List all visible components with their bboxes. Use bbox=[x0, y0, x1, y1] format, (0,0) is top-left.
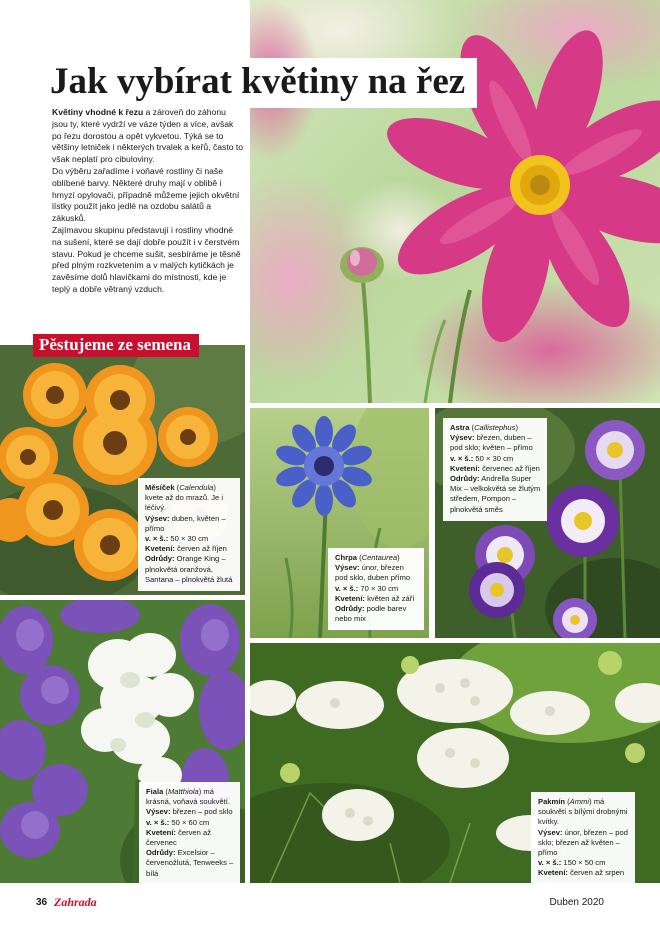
intro-text bbox=[52, 107, 244, 296]
sowing-label: Výsev: bbox=[335, 563, 360, 573]
varieties-value: Excelsior – červenožlutá, Tenweeks – bílá bbox=[146, 848, 234, 878]
bloom-label: Kvetení: bbox=[538, 868, 568, 878]
bloom-value: červen až červenec bbox=[146, 827, 212, 848]
intro-paragraph-3: Zajímavou skupinu představují i rostliny vhodné na sušení, které se dají dobře použít i v čerstvém stavu. Pokud je chceme sušit, sesbíráme je těsně před plným rozkvetením a v malých kytičkách je zavěsíme dolů hlavičkami do místnosti, kde je teplý a dobře větraný vzduch. bbox=[52, 224, 241, 294]
intro-lead: Květiny vhodné k řezu bbox=[52, 107, 144, 117]
page-footer bbox=[0, 893, 660, 917]
size-label: v. × š.: bbox=[335, 583, 359, 593]
plant-name: Měsíček bbox=[145, 483, 175, 492]
varieties-label: Odrůdy: bbox=[335, 604, 365, 614]
size-value: 50 × 60 cm bbox=[169, 817, 210, 827]
plant-name: Astra bbox=[450, 423, 470, 432]
magazine-logo: Zahrada bbox=[54, 895, 97, 909]
plant-desc: kvete až do mrazů. Je i léčivý. bbox=[145, 493, 224, 513]
page-title: Jak vybírat květiny na řez bbox=[40, 58, 477, 108]
plant-desc: má soukvětí s bílými drobnými kvítky. bbox=[538, 797, 628, 827]
sowing-label: Výsev: bbox=[145, 513, 170, 523]
size-value: 70 × 30 cm bbox=[358, 583, 399, 593]
plant-name: Fiala bbox=[146, 787, 164, 796]
size-label: v. × š.: bbox=[146, 817, 170, 827]
varieties-value: Orange King – plnokvětá oranžová, Santana – plnokvětá žlutá bbox=[145, 554, 233, 584]
size-value: 150 × 50 cm bbox=[561, 858, 606, 868]
varieties-value: Andrella Super Mix – velkokvětá se žlutým středem, Pompon – plnokvětá směs bbox=[450, 474, 541, 514]
caption-pakmin: Pakmín (Ammi) má soukvětí s bílými drobnými kvítky. Výsev: únor, březen – pod sklo; březen až květen – přímo v. × š.: 150 × 50 cm Kvetení: červen až srpen bbox=[531, 792, 635, 885]
plant-desc: má krásná, voňavá soukvětí. bbox=[146, 787, 230, 807]
intro-paragraph-2: Do výběru zařadíme i voňavé rostliny či naše oblíbené barvy. Některé druhy mají v oblibě i hmyzí opylovači, případně můžeme jejich okvětní lístky použít jako jedlé na ozdobu salátů a zákusků. bbox=[52, 165, 240, 224]
bloom-value: červenec až říjen bbox=[479, 463, 540, 473]
section-heading: Pěstujeme ze semena bbox=[33, 334, 199, 357]
sowing-value: duben, květen – přímo bbox=[145, 513, 226, 533]
varieties-label: Odrůdy: bbox=[450, 474, 480, 484]
plant-name: Pakmín bbox=[538, 797, 566, 806]
sowing-value: únor, březen pod sklo, duben přímo bbox=[335, 563, 411, 583]
bloom-label: Kvetení: bbox=[146, 827, 176, 837]
caption-mesicek: Měsíček (Calendula) kvete až do mrazů. Je i léčivý. Výsev: duben, květen – přímo v. × š.: 50 × 30 cm Kvetení: červen až říjen Odrůdy: Orange King – plnokvětá oranžová, Santana – plnokvětá žlutá bbox=[138, 478, 240, 591]
caption-chrpa: Chrpa (Centaurea) Výsev: únor, březen pod sklo, duben přímo v. × š.: 70 × 30 cm Kvetení: květen až září Odrůdy: podle barev nebo mix bbox=[328, 548, 424, 630]
sowing-value: březen – pod sklo bbox=[170, 807, 233, 817]
bloom-value: červen až srpen bbox=[567, 868, 625, 878]
sowing-label: Výsev: bbox=[538, 827, 563, 837]
bloom-value: červen až říjen bbox=[174, 544, 227, 554]
sowing-value: únor, březen – pod sklo; březen až květen – přímo bbox=[538, 827, 628, 858]
caption-astra: Astra (Callistephus) Výsev: březen, duben – pod sklo; květen – přímo v. × š.: 50 × 30 cm Kvetení: červenec až říjen Odrůdy: Andrella Super Mix – velkokvětá se žlutým středem, Pompon – plnokvětá směs bbox=[443, 418, 547, 521]
varieties-label: Odrůdy: bbox=[145, 554, 175, 564]
page-number: 36 bbox=[36, 897, 48, 908]
plant-latin: Ammi bbox=[569, 797, 590, 806]
plant-name: Chrpa bbox=[335, 553, 357, 562]
plant-latin: Calendula bbox=[179, 483, 214, 492]
plant-latin: Callistephus bbox=[474, 423, 516, 432]
size-label: v. × š.: bbox=[145, 534, 169, 544]
varieties-value: podle barev nebo mix bbox=[335, 604, 407, 624]
bloom-label: Kvetení: bbox=[145, 544, 175, 554]
plant-latin: Matthiola bbox=[167, 787, 199, 796]
bloom-value: květen až září bbox=[364, 593, 415, 603]
caption-fiala: Fiala (Matthiola) má krásná, voňavá soukvětí. Výsev: březen – pod sklo v. × š.: 50 × 60 cm Kvetení: červen až červenec Odrůdy: Excelsior – červenožlutá, Tenweeks – bílá bbox=[139, 782, 240, 885]
issue-date: Duben 2020 bbox=[549, 897, 604, 908]
intro-paragraph-1 bbox=[52, 107, 244, 166]
sowing-value: březen, duben – pod sklo; květen – přímo bbox=[450, 433, 533, 453]
size-value: 50 × 30 cm bbox=[168, 534, 209, 544]
bloom-label: Kvetení: bbox=[335, 593, 365, 603]
sowing-label: Výsev: bbox=[450, 433, 475, 443]
plant-latin: Centaurea bbox=[361, 553, 398, 562]
size-label: v. × š.: bbox=[450, 453, 474, 463]
size-value: 50 × 30 cm bbox=[473, 453, 514, 463]
sowing-label: Výsev: bbox=[146, 807, 171, 817]
size-label: v. × š.: bbox=[538, 858, 562, 868]
intro-paragraph-1-text: a zároveň do záhonu jsou ty, které vydrží ve váze týden a více, avšak po řezu dorostou a opět vykvetou. Týká se to většiny letniček i některých trvalek a keřů, často to však neplatí pro cibuloviny. bbox=[52, 107, 244, 165]
bloom-label: Kvetení: bbox=[450, 463, 480, 473]
varieties-label: Odrůdy: bbox=[146, 848, 176, 858]
